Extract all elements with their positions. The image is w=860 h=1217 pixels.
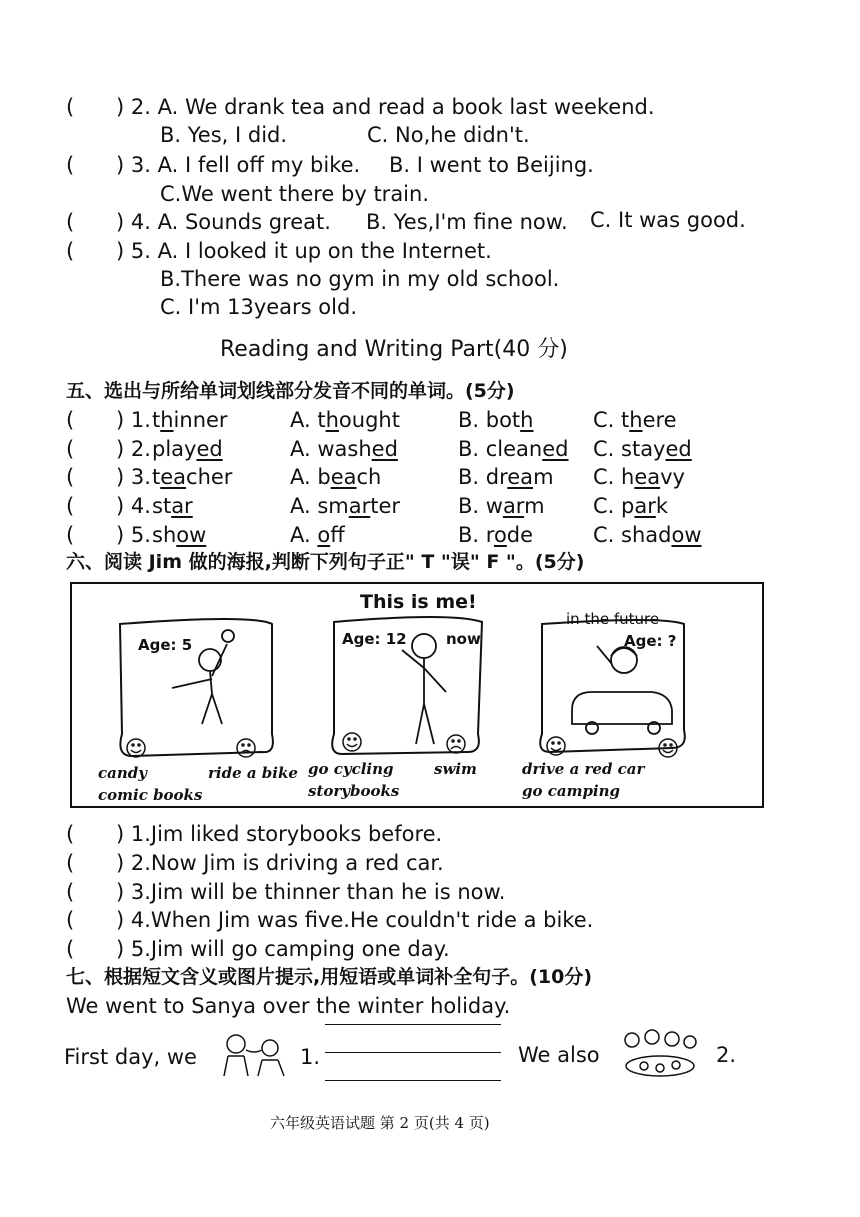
label-go-camping: go camping [522, 782, 621, 800]
panel2-now: now [446, 630, 481, 648]
listening-item-2-a: ) 2. A. We drank tea and read a book last weekend. [116, 95, 655, 119]
first-day-text: First day, we [64, 1045, 197, 1069]
paren: ( [66, 436, 75, 461]
paren: ( [66, 465, 75, 490]
answer-blank-1-line-2[interactable] [325, 1052, 501, 1053]
phonics-word-w: star [152, 494, 193, 519]
listening-item-4-c: C. It was good. [590, 208, 746, 232]
label-go-cycling: go cycling [308, 760, 394, 778]
listening-item-2-c: C. No,he didn't. [367, 123, 530, 147]
paren: ( [66, 850, 75, 875]
label-ride-a-bike: ride a bike [208, 764, 298, 782]
panel3-future: in the future [566, 610, 660, 628]
paren: ( [66, 95, 75, 119]
smiley-icon [127, 739, 145, 757]
smiley-icon [343, 733, 361, 751]
people-talking-picture [218, 1030, 298, 1080]
poster-title: This is me! [360, 591, 477, 613]
phonics-item-number: ) 3. [116, 465, 151, 490]
true-false-item: ) 1.Jim liked storybooks before. [116, 822, 443, 846]
paren: ( [66, 239, 75, 263]
paren: ( [66, 210, 75, 234]
paren: ( [66, 879, 75, 904]
paren: ( [66, 153, 75, 177]
label-drive-a-red-car: drive a red car [522, 760, 645, 778]
phonics-word-b: B. cleaned [458, 436, 569, 461]
panel3-age: Age: ? [624, 632, 677, 650]
phonics-word-b: B. warm [458, 494, 545, 519]
panel1-age: Age: 5 [138, 636, 193, 654]
panel2-age: Age: 12 [342, 630, 407, 648]
phonics-word-w: show [152, 522, 207, 547]
section7-title: 七、根据短文含义或图片提示,用短语或单词补全句子。(10分) [66, 966, 593, 988]
label-candy: candy [98, 764, 147, 782]
phonics-word-b: B. both [458, 408, 534, 432]
phonics-word-a: A. thought [290, 408, 400, 432]
listening-item-5-c: C. I'm 13years old. [160, 295, 357, 319]
true-false-item: ) 5.Jim will go camping one day. [116, 937, 450, 962]
listening-item-2-b: B. Yes, I did. [160, 123, 288, 147]
phonics-word-c: C. park [593, 494, 669, 519]
phonics-word-w: thinner [152, 408, 228, 432]
phonics-word-w: teacher [152, 465, 233, 490]
phonics-item-number: ) 2. [116, 436, 151, 461]
paren: ( [66, 822, 75, 846]
phonics-word-b: B. rode [458, 522, 534, 547]
true-false-item: ) 4.When Jim was five.He couldn't ride a bike. [116, 908, 594, 933]
listening-item-3-b: B. I went to Beijing. [389, 153, 594, 177]
phonics-word-a: A. smarter [290, 494, 401, 519]
true-false-item: ) 2.Now Jim is driving a red car. [116, 850, 444, 875]
paren: ( [66, 408, 75, 432]
listening-item-5-a: ) 5. A. I looked it up on the Internet. [116, 239, 492, 263]
label-storybooks: storybooks [308, 782, 400, 800]
phonics-word-c: C. shadow [593, 522, 702, 547]
paren: ( [66, 908, 75, 933]
frown-icon [237, 739, 255, 757]
phonics-word-b: B. dream [458, 465, 554, 490]
part-title: Reading and Writing Part(40 分) [220, 337, 568, 362]
paren: ( [66, 937, 75, 962]
answer-blank-1-line-3[interactable] [325, 1080, 501, 1081]
listening-item-3-a: ) 3. A. I fell off my bike. [116, 153, 361, 177]
frown-icon [447, 735, 465, 753]
phonics-word-w: played [152, 436, 223, 461]
we-also-text: We also [518, 1043, 600, 1067]
people-eating-picture [618, 1028, 702, 1080]
phonics-word-c: C. there [593, 408, 677, 432]
blank2-number: 2. [716, 1043, 737, 1067]
listening-item-4-b: B. Yes,I'm fine now. [366, 210, 568, 234]
answer-blank-1-line-1[interactable] [325, 1024, 501, 1025]
section6-title: 六、阅读 Jim 做的海报,判断下列句子正" T "误" F "。(5分) [66, 551, 585, 573]
blank1-number: 1. [300, 1045, 321, 1069]
page-footer: 六年级英语试题 第 2 页(共 4 页) [270, 1114, 490, 1132]
listening-item-5-b: B.There was no gym in my old school. [160, 267, 560, 291]
phonics-item-number: ) 4. [116, 494, 151, 519]
poster [70, 582, 764, 808]
listening-item-4-a: ) 4. A. Sounds great. [116, 210, 331, 234]
phonics-word-a: A. off [290, 522, 345, 547]
paren: ( [66, 522, 75, 547]
label-comic-books: comic books [98, 786, 203, 804]
label-swim: swim [434, 760, 477, 778]
listening-item-3-c: C.We went there by train. [160, 182, 430, 206]
phonics-word-c: C. heavy [593, 465, 685, 490]
section7-sentence: We went to Sanya over the winter holiday. [66, 994, 511, 1018]
man-in-car-figure [572, 646, 672, 734]
paren: ( [66, 494, 75, 519]
phonics-item-number: ) 5. [116, 522, 151, 547]
phonics-item-number: ) 1. [116, 408, 151, 432]
phonics-word-a: A. beach [290, 465, 382, 490]
section5-title: 五、选出与所给单词划线部分发音不同的单词。(5分) [66, 380, 515, 402]
kid-age12-figure [402, 634, 446, 744]
true-false-item: ) 3.Jim will be thinner than he is now. [116, 879, 506, 904]
phonics-word-a: A. washed [290, 436, 398, 461]
phonics-word-c: C. stayed [593, 436, 692, 461]
